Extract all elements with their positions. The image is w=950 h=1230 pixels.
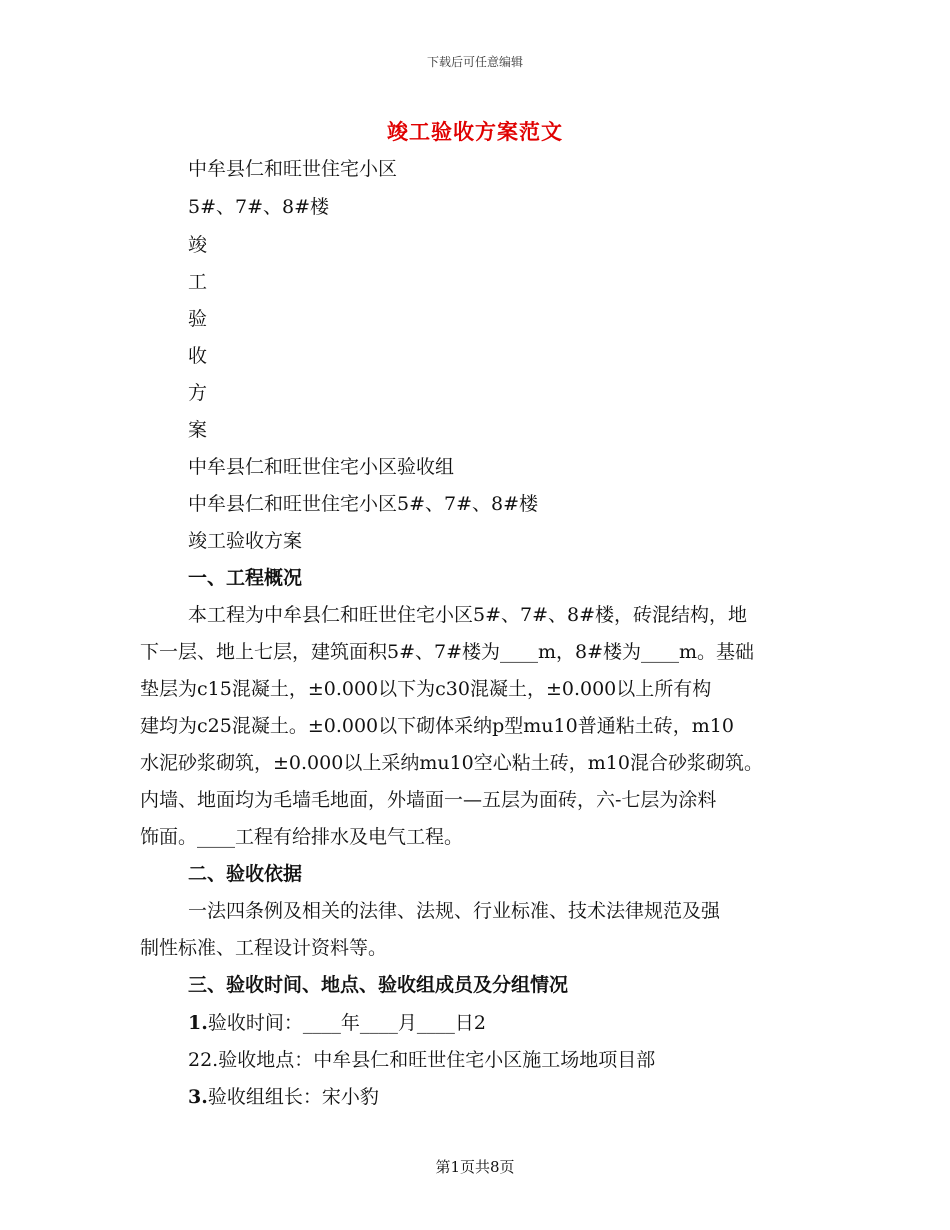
cover-line: 中牟县仁和旺世住宅小区验收组 [188, 456, 455, 478]
section-heading: 二、验收依据 [188, 863, 303, 885]
cover-line: 方 [188, 382, 208, 404]
list-item [188, 1011, 486, 1035]
paragraph-line: 水泥砂浆砌筑，±0.000以上采纳mu10空心粘土砖，m10混合砂浆砌筑。 [140, 752, 763, 774]
paragraph-line: 本工程为中牟县仁和旺世住宅小区5#、7#、8#楼，砖混结构，地 [188, 604, 748, 626]
cover-line: 验 [188, 308, 208, 330]
cover-line: 收 [188, 345, 208, 367]
paragraph-line: 建均为c25混凝土。±0.000以下砌体采纳p型mu10普通粘土砖，m10 [140, 715, 734, 737]
cover-line: 中牟县仁和旺世住宅小区 [188, 158, 398, 180]
list-item [188, 1085, 379, 1109]
document-title: 竣工验收方案范文 [387, 119, 563, 144]
paragraph-line: 一法四条例及相关的法律、法规、行业标准、技术法律规范及强 [188, 900, 721, 922]
header-note: 下载后可任意编辑 [426, 55, 523, 69]
section-heading: 三、验收时间、地点、验收组成员及分组情况 [188, 974, 569, 996]
list-item-text: 验收地点：中牟县仁和旺世住宅小区施工场地项目部 [218, 1049, 656, 1071]
cover-line: 竣工验收方案 [188, 530, 303, 552]
paragraph-line: 下一层、地上七层，建筑面积5#、7#楼为____m，8#楼为____m。基础 [140, 641, 755, 663]
paragraph-line: 内墙、地面均为毛墙毛地面，外墙面一—五层为面砖，六-七层为涂料 [140, 789, 717, 811]
section-heading: 一、工程概况 [188, 567, 303, 589]
list-item-number: 22. [188, 1049, 219, 1071]
list-item-number: 1. [188, 1012, 208, 1034]
cover-line: 竣 [188, 234, 208, 256]
paragraph-line: 制性标准、工程设计资料等。 [140, 937, 388, 959]
list-item-text: 验收时间：____年____月____日2 [207, 1012, 486, 1034]
cover-line: 案 [188, 419, 208, 441]
list-item-text: 验收组组长：宋小豹 [207, 1086, 379, 1108]
page-footer: 第1页共8页 [435, 1158, 515, 1176]
list-item-number: 3. [188, 1086, 208, 1108]
cover-line: 5#、7#、8#楼 [188, 196, 330, 218]
cover-line: 中牟县仁和旺世住宅小区5#、7#、8#楼 [188, 493, 539, 515]
paragraph-line: 垫层为c15混凝土，±0.000以下为c30混凝土，±0.000以上所有构 [140, 678, 712, 700]
paragraph-line: 饰面。____工程有给排水及电气工程。 [140, 826, 464, 848]
cover-line: 工 [188, 271, 208, 293]
list-item [188, 1048, 655, 1072]
